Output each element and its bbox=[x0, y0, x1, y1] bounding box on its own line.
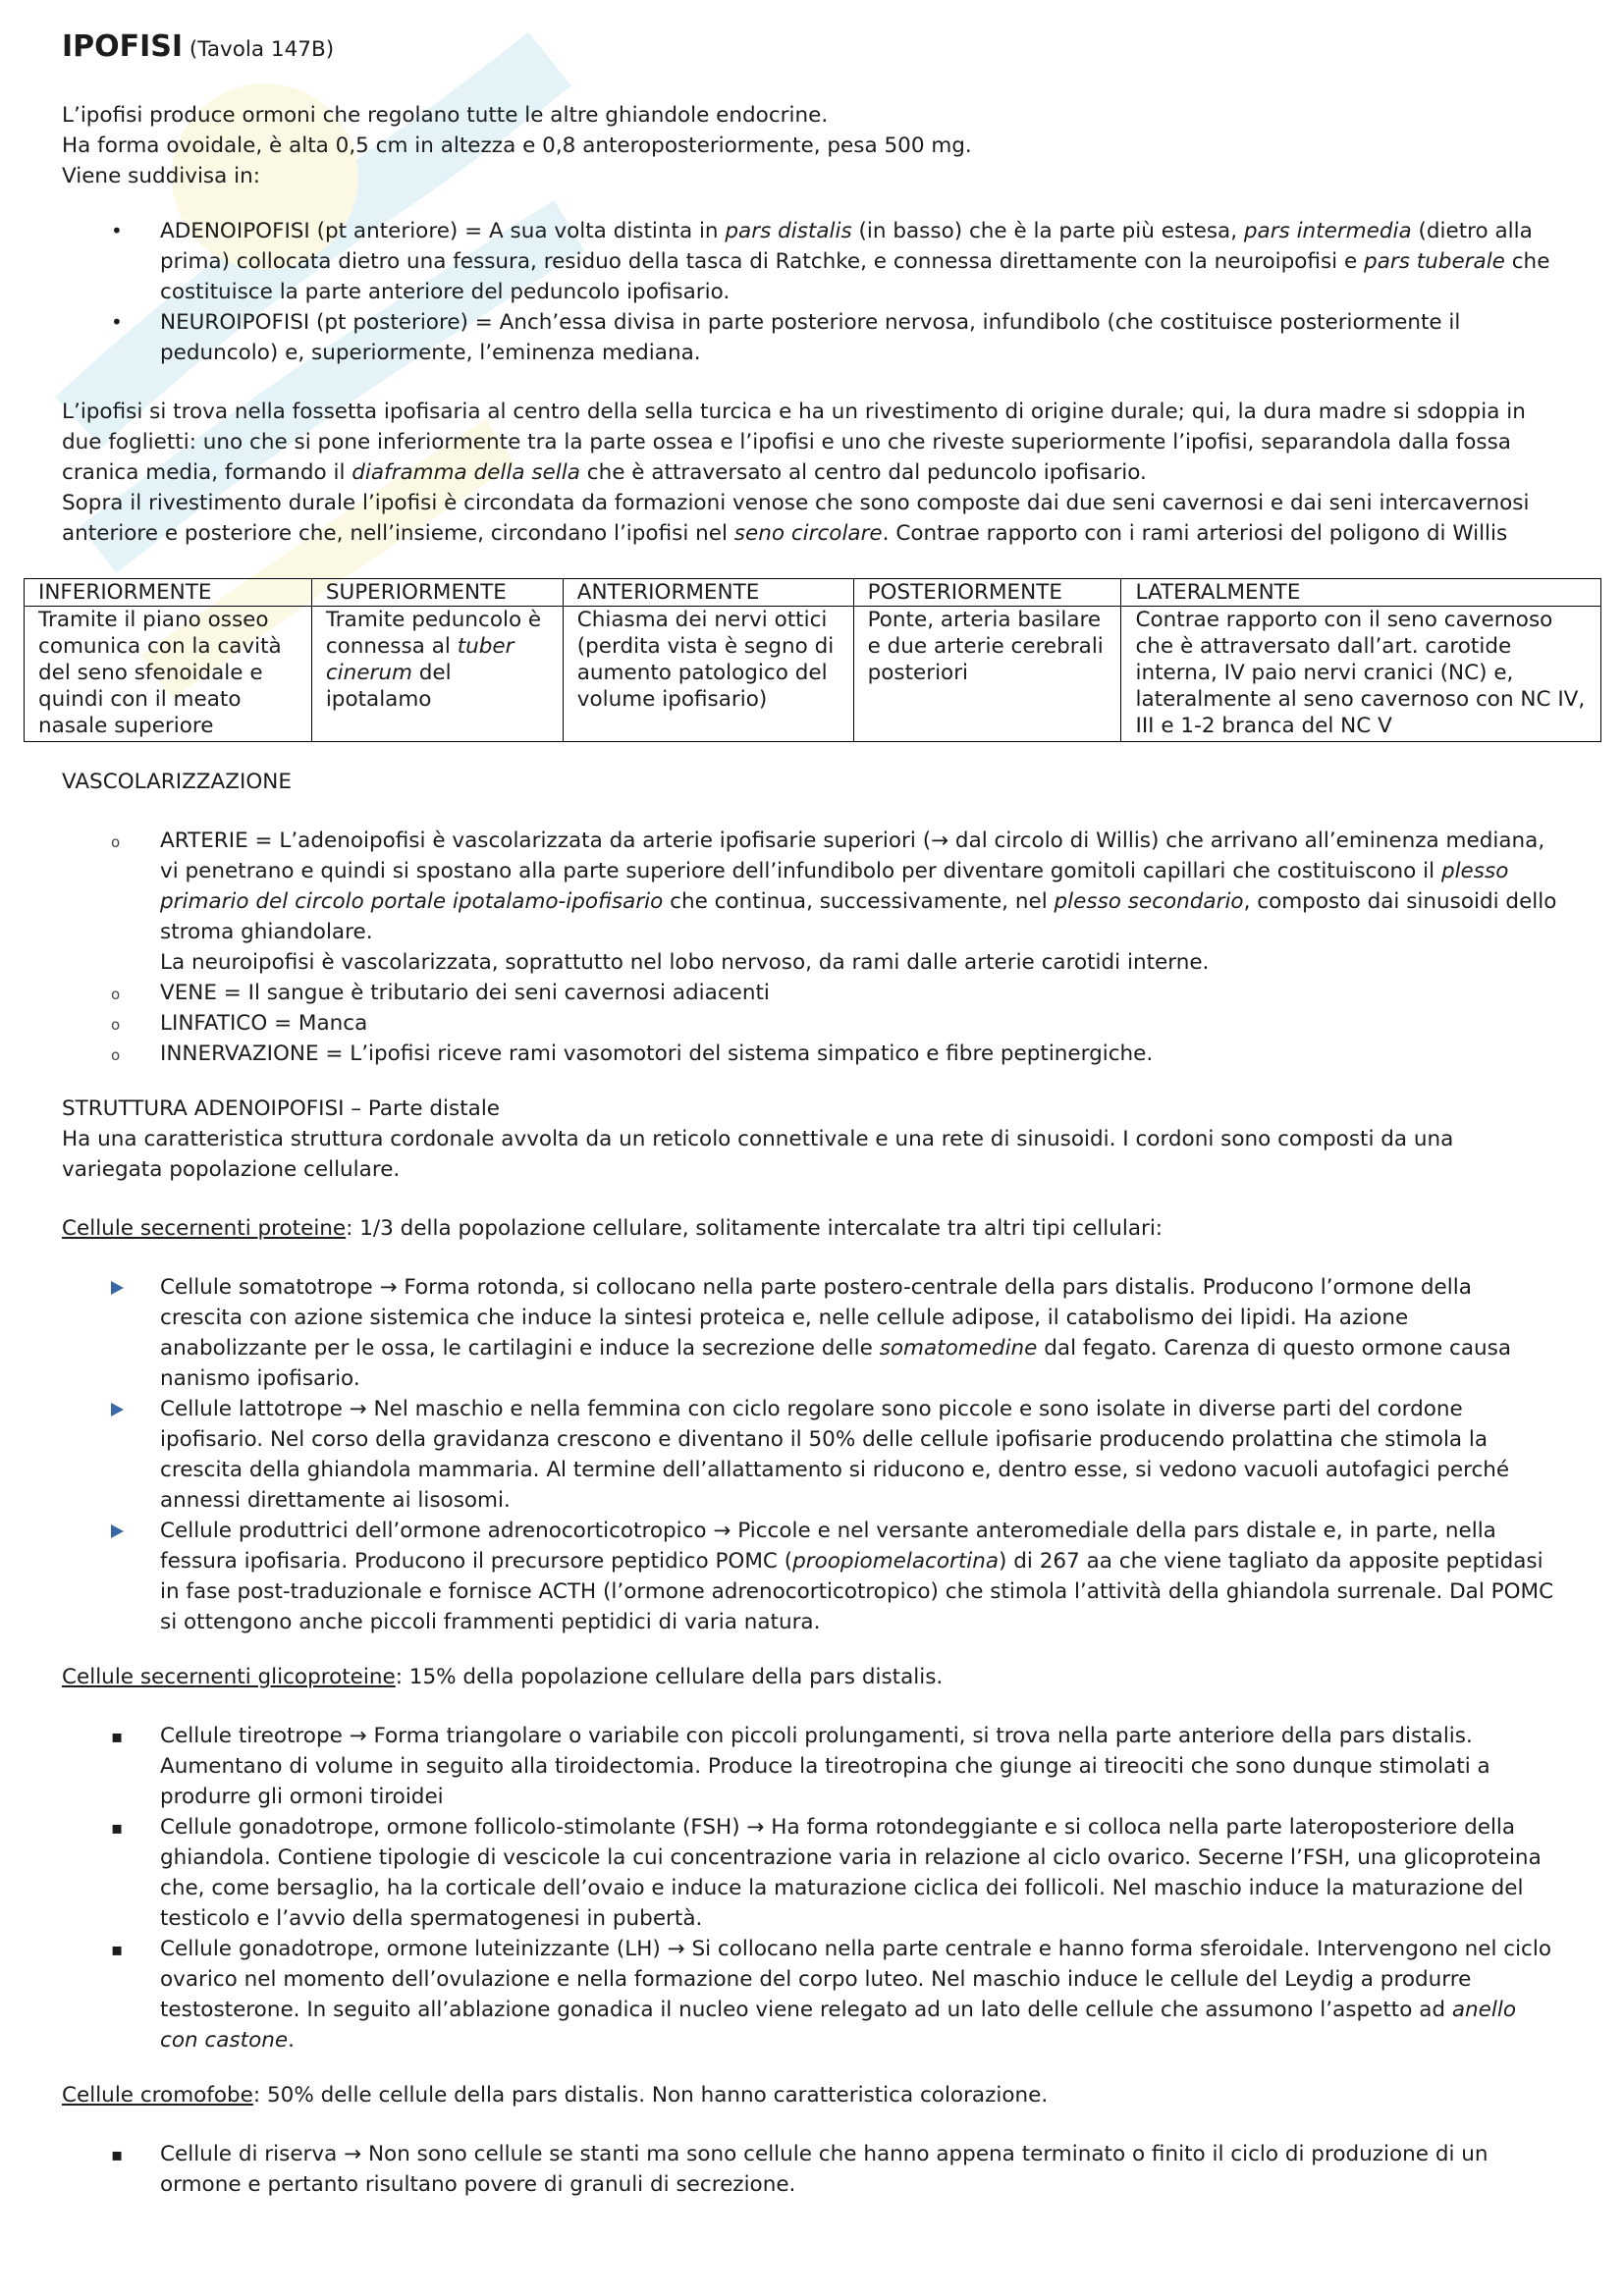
position-paragraph bbox=[62, 397, 1559, 549]
structure-heading: STRUTTURA ADENOIPOFISI – Parte distale bbox=[62, 1096, 501, 1121]
text-italic: plesso primario del circolo portale ipotalamo-ipofisario bbox=[160, 859, 1509, 914]
intro-paragraph bbox=[62, 100, 1559, 191]
section-label: Cellule cromofobe bbox=[62, 2083, 253, 2108]
text-italic: anello con castone bbox=[160, 1998, 1516, 2053]
table-cell: Ponte, arteria basilare e due arterie cerebrali posteriori bbox=[853, 607, 1121, 742]
square-bullet-icon bbox=[111, 2139, 140, 2170]
list-item bbox=[62, 978, 1559, 1008]
circle-bullet-icon bbox=[111, 826, 140, 858]
text-italic: pars distalis bbox=[725, 219, 852, 243]
triangle-bullet-icon bbox=[111, 1516, 140, 1547]
list-item bbox=[62, 307, 1559, 368]
text-run: L’ipofisi si trova nella fossetta ipofisaria al centro della sella turcica e ha un rivestimento di origine durale; qui, la dura madre si sdoppia in due foglietti: uno che si pone inferiormente tra la parte ossea e l’ipofisi e uno che riveste superiormente l’ipofisi, separandola dalla fossa cranica media, formando il bbox=[62, 400, 1526, 485]
structure-section bbox=[62, 1094, 1559, 1185]
text-run: , composto dai sinusoidi dello stroma ghiandolare. bbox=[160, 889, 1557, 944]
text-italic: somatomedine bbox=[879, 1336, 1038, 1361]
text-run: (in basso) che è la parte più estesa, bbox=[851, 219, 1244, 243]
list-item bbox=[62, 1812, 1559, 1934]
square-bullet-icon bbox=[111, 1812, 140, 1843]
chromo-heading bbox=[62, 2080, 1559, 2110]
table-header-cell: POSTERIORMENTE bbox=[853, 579, 1121, 607]
table-cell: Contrae rapporto con il seno cavernoso che è attraversato dall’art. carotide interna, IV paio nervi cranici (NC) e, lateralmente al seno cavernoso con NC IV, III e 1-2 branca del NC V bbox=[1121, 607, 1601, 742]
bullet-icon bbox=[111, 307, 140, 338]
table-header-row bbox=[25, 579, 1601, 607]
glyco-heading bbox=[62, 1662, 1559, 1692]
text-run: Cellule somatotrope → Forma rotonda, si collocano nella parte postero-centrale della pars distalis. Producono l’ormone della crescita con azione sistemica che induce la sintesi proteica e, nelle cellule adipose, il catabolismo dei lipidi. Ha azione anabolizzante per le ossa, le cartilagini e induce la secrezione delle bbox=[160, 1275, 1472, 1361]
text-run: : 1/3 della popolazione cellulare, solitamente intercalate tra altri tipi cellulari: bbox=[346, 1216, 1164, 1241]
text-run: ) di 267 aa che viene tagliato da apposite peptidasi in fase post-traduzionale e fornisce ACTH (l’ormone adrenocorticotropico) che stimola l’attività della ghiandola surrenale. Dal POMC si ottengono anche piccoli frammenti peptidici di varia natura. bbox=[160, 1549, 1554, 1634]
table-header-cell: INFERIORMENTE bbox=[25, 579, 312, 607]
title-main: IPOFISI bbox=[62, 29, 184, 64]
list-item bbox=[62, 1008, 1559, 1039]
list-item bbox=[62, 1039, 1559, 1069]
text-run: che è attraversato al centro dal peduncolo ipofisario. bbox=[579, 460, 1147, 485]
section-label: Cellule secernenti proteine bbox=[62, 1216, 347, 1241]
table-cell: Chiasma dei nervi ottici (perdita vista è segno di aumento patologico del volume ipofisario) bbox=[563, 607, 853, 742]
text-run: Tramite peduncolo è connessa al bbox=[325, 608, 542, 659]
square-bullet-icon bbox=[111, 1721, 140, 1752]
bullet-icon bbox=[111, 216, 140, 246]
circle-bullet-icon bbox=[111, 978, 140, 1010]
chromo-list bbox=[62, 2139, 1559, 2200]
table-cell bbox=[311, 607, 563, 742]
intro-line: Viene suddivisa in: bbox=[62, 164, 260, 188]
text-run: ARTERIE = L’adenoipofisi è vascolarizzata da arterie ipofisarie superiori (→ dal circolo di Willis) che arrivano all’eminenza mediana, vi penetrano e quindi si spostano alla parte superiore dell’infundibolo per diventare gomitoli capillari che costituiscono il bbox=[160, 828, 1545, 883]
page-title bbox=[62, 31, 334, 65]
relations-table bbox=[24, 578, 1601, 742]
intro-line: Ha forma ovoidale, è alta 0,5 cm in altezza e 0,8 anteroposteriormente, pesa 500 mg. bbox=[62, 133, 972, 158]
list-item bbox=[62, 1394, 1559, 1516]
text-run: Cellule tireotrope → Forma triangolare o variabile con piccoli prolungamenti, si trova nella parte anteriore della pars distalis. Aumentano di volume in seguito alla tiroidectomia. Produce la tireotropina che giunge ai tireociti che sono dunque stimolati a produrre gli ormoni tiroidei bbox=[160, 1724, 1490, 1809]
square-bullet-icon bbox=[111, 1934, 140, 1965]
vasc-list bbox=[62, 826, 1559, 1069]
vasc-heading: VASCOLARIZZAZIONE bbox=[62, 770, 292, 794]
text-run: (dietro alla prima) collocata dietro una fessura, residuo della tasca di Ratchke, e connessa direttamente con la neuroipofisi e bbox=[160, 219, 1533, 274]
text-run: . bbox=[288, 2028, 295, 2053]
text-run: Sopra il rivestimento durale l’ipofisi è circondata da formazioni venose che sono composte dai due seni cavernosi e dai seni intercavernosi anteriore e posteriore che, nell’insieme, circondano l’ipofisi nel bbox=[62, 491, 1530, 546]
structure-text: Ha una caratteristica struttura cordonale avvolta da un reticolo connettivale e una rete di sinusoidi. I cordoni sono composti da una variegata popolazione cellulare. bbox=[62, 1127, 1454, 1182]
text-italic: diaframma della sella bbox=[352, 460, 580, 485]
table-header-cell: SUPERIORMENTE bbox=[311, 579, 563, 607]
list-item bbox=[62, 1516, 1559, 1637]
table-cell: Tramite il piano osseo comunica con la cavità del seno sfenoidale e quindi con il meato nasale superiore bbox=[25, 607, 312, 742]
glyco-list bbox=[62, 1721, 1559, 2056]
list-item bbox=[62, 1721, 1559, 1812]
text-run: VENE = Il sangue è tributario dei seni cavernosi adiacenti bbox=[160, 981, 770, 1005]
text-run: che continua, successivamente, nel bbox=[663, 889, 1055, 914]
section-label: Cellule secernenti glicoproteine bbox=[62, 1665, 396, 1689]
circle-bullet-icon bbox=[111, 1039, 140, 1071]
intro-line: L’ipofisi produce ormoni che regolano tutte le altre ghiandole endocrine. bbox=[62, 103, 829, 128]
triangle-bullet-icon bbox=[111, 1394, 140, 1425]
proteins-heading bbox=[62, 1213, 1559, 1244]
text-run: NEUROIPOFISI (pt posteriore) = Anch’essa divisa in parte posteriore nervosa, infundibolo (che costituisce posteriormente il peduncolo) e, superiormente, l’eminenza mediana. bbox=[160, 310, 1461, 365]
table-row bbox=[25, 607, 1601, 742]
text-run: dal fegato. Carenza di questo ormone causa nanismo ipofisario. bbox=[160, 1336, 1512, 1391]
position-line bbox=[62, 397, 1559, 488]
text-run: Cellule gonadotrope, ormone luteinizzante (LH) → Si collocano nella parte centrale e hanno forma sferoidale. Intervengono nel ciclo ovarico nel momento dell’ovulazione e nella formazione del corpo luteo. Nel maschio induce le cellule del Leydig a produrre testosterone. In seguito all’ablazione gonadica il nucleo viene relegato ad un lato delle cellule che assumono l’aspetto ad bbox=[160, 1937, 1551, 2022]
text-italic: tuber cinerum bbox=[325, 634, 514, 685]
text-run: Cellule lattotrope → Nel maschio e nella femmina con ciclo regolare sono piccole e sono isolate in diverse parti del cordone ipofisario. Nel corso della gravidanza crescono e diventano il 50% delle cellule ipofisarie producendo prolattina che stimola la crescita della ghiandola mammaria. Al termine dell’allattamento si riducono e, dentro esse, si vedono vacuoli autofagici perché annessi direttamente ai lisosomi. bbox=[160, 1397, 1510, 1513]
text-run: del ipotalamo bbox=[325, 661, 452, 712]
position-line bbox=[62, 488, 1559, 549]
parts-list bbox=[62, 216, 1559, 368]
text-run: : 50% delle cellule della pars distalis. Non hanno caratteristica colorazione. bbox=[252, 2083, 1049, 2108]
text-run: ADENOIPOFISI (pt anteriore) = A sua volta distinta in bbox=[160, 219, 726, 243]
table-header-cell: LATERALMENTE bbox=[1121, 579, 1601, 607]
list-item bbox=[62, 216, 1559, 307]
triangle-bullet-icon bbox=[111, 1272, 140, 1304]
text-run: LINFATICO = Manca bbox=[160, 1011, 368, 1036]
text-run: INNERVAZIONE = L’ipofisi riceve rami vasomotori del sistema simpatico e fibre peptinergiche. bbox=[160, 1041, 1154, 1066]
text-italic: seno circolare bbox=[733, 521, 883, 546]
title-subtitle: (Tavola 147B) bbox=[189, 37, 335, 62]
text-italic: pars tuberale bbox=[1364, 249, 1505, 274]
list-item bbox=[62, 1934, 1559, 2056]
text-run: Cellule di riserva → Non sono cellule se stanti ma sono cellule che hanno appena terminato o finito il ciclo di produzione di un ormone e pertanto risultano povere di granuli di secrezione. bbox=[160, 2142, 1489, 2197]
proteins-list bbox=[62, 1272, 1559, 1637]
text-italic: pars intermedia bbox=[1243, 219, 1412, 243]
text-run: Cellule gonadotrope, ormone follicolo-stimolante (FSH) → Ha forma rotondeggiante e si colloca nella parte lateroposteriore della ghiandola. Contiene tipologie di vescicole la cui concentrazione varia in relazione al ciclo ovarico. Secerne l’FSH, una glicoproteina che, come bersaglio, ha la corticale dell’ovaio e induce la maturazione ciclica dei follicoli. Nel maschio induce la maturazione del testicolo e l’avvio della spermatogenesi in pubertà. bbox=[160, 1815, 1542, 1931]
text-italic: plesso secondario bbox=[1054, 889, 1244, 914]
list-item bbox=[62, 2139, 1559, 2200]
text-run: che costituisce la parte anteriore del peduncolo ipofisario. bbox=[160, 249, 1550, 304]
list-item bbox=[62, 1272, 1559, 1394]
text-run: . Contrae rapporto con i rami arteriosi del poligono di Willis bbox=[882, 521, 1508, 546]
text-run: La neuroipofisi è vascolarizzata, soprattutto nel lobo nervoso, da rami dalle arterie carotidi interne. bbox=[160, 950, 1210, 975]
list-item bbox=[62, 826, 1559, 978]
text-run: Cellule produttrici dell’ormone adrenocorticotropico → Piccole e nel versante anteromediale della pars distale e, in parte, nella fessura ipofisaria. Producono il precursore peptidico POMC ( bbox=[160, 1519, 1496, 1574]
text-italic: proopiomelacortina bbox=[792, 1549, 1000, 1574]
table-header-cell: ANTERIORMENTE bbox=[563, 579, 853, 607]
text-run: : 15% della popolazione cellulare della pars distalis. bbox=[395, 1665, 944, 1689]
circle-bullet-icon bbox=[111, 1008, 140, 1041]
